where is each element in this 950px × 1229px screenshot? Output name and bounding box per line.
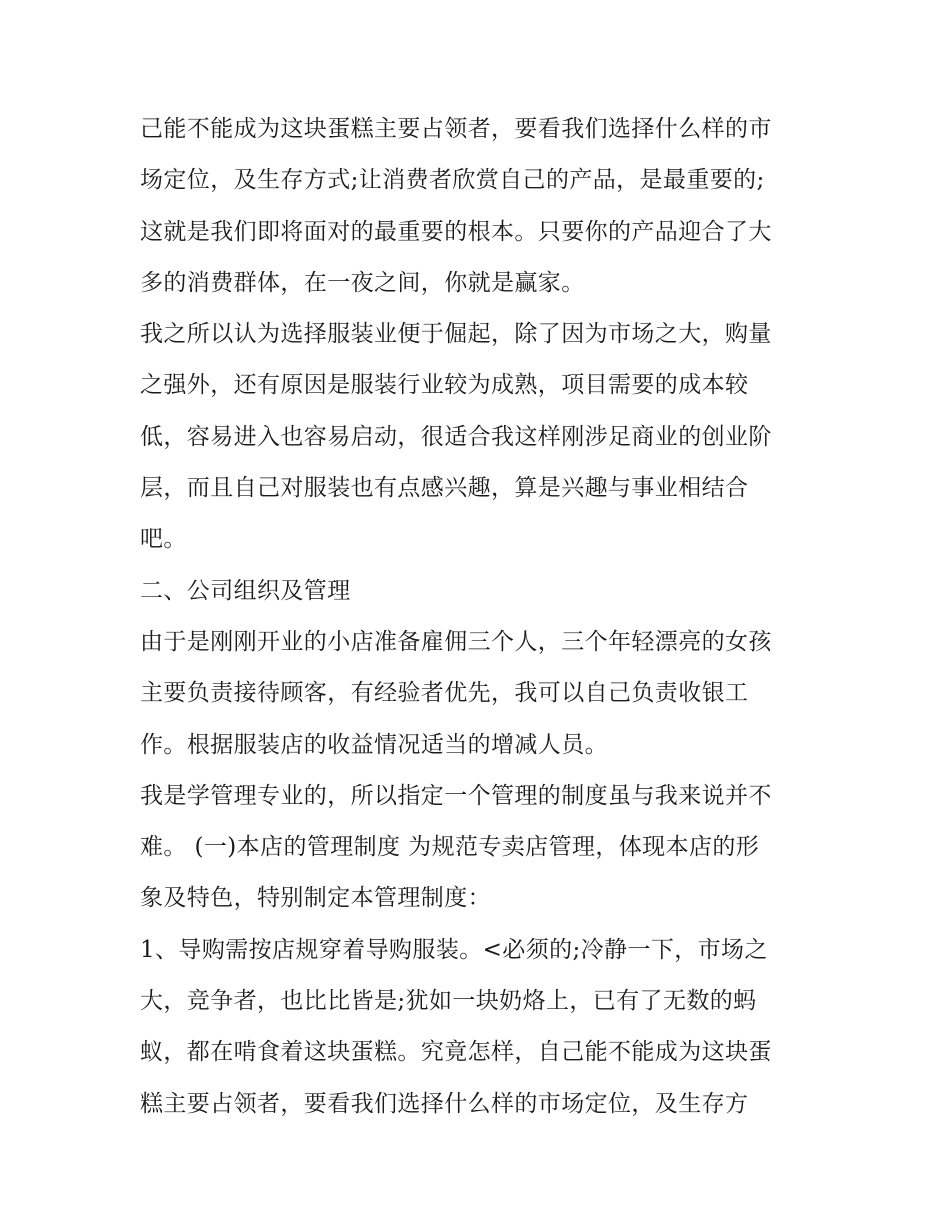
text-line: 这就是我们即将面对的最重要的根本。只要你的产品迎合了大 — [140, 218, 772, 245]
text-line: 我是学管理专业的，所以指定一个管理的制度虽与我来说并不 — [140, 782, 772, 809]
text-line: 之强外，还有原因是服装行业较为成熟，项目需要的成本较 — [140, 372, 749, 399]
text-line: 场定位，及生存方式;让消费者欣赏自己的产品，是最重要的; — [140, 167, 765, 194]
text-line: 吧。 — [140, 526, 187, 553]
text-line: 象及特色，特别制定本管理制度： — [140, 885, 491, 912]
text-line: 主要负责接待顾客，有经验者优先，我可以自己负责收银工 — [140, 680, 749, 707]
text-line: 己能不能成为这块蛋糕主要占领者，要看我们选择什么样的市 — [140, 116, 772, 142]
text-line: 由于是刚刚开业的小店准备雇佣三个人，三个年轻漂亮的女孩 — [140, 628, 772, 655]
document-body — [140, 104, 820, 1130]
text-line: 多的消费群体，在一夜之间，你就是赢家。 — [140, 269, 585, 296]
text-line: 层，而且自己对服装也有点感兴趣，算是兴趣与事业相结合 — [140, 475, 749, 502]
text-line: 低，容易进入也容易启动，很适合我这样刚涉足商业的创业阶 — [140, 423, 772, 450]
section-heading: 二、公司组织及管理 — [140, 577, 351, 604]
text-line: 糕主要占领者，要看我们选择什么样的市场定位，及生存方 — [140, 1090, 749, 1117]
text-line: 作。根据服装店的收益情况适当的增减人员。 — [140, 731, 608, 758]
text-line: 难。 (一)本店的管理制度 为规范专卖店管理，体现本店的形 — [140, 834, 760, 861]
text-line: 大，竞争者，也比比皆是;犹如一块奶烙上，已有了无数的蚂 — [140, 988, 757, 1015]
text-line: 1、导购需按店规穿着导购服装。<必须的;冷静一下，市场之 — [140, 936, 768, 963]
text-line: 我之所以认为选择服装业便于倔起，除了因为市场之大，购量 — [140, 321, 772, 348]
text-line: 蚁，都在啃食着这块蛋糕。究竟怎样，自己能不能成为这块蛋 — [140, 1039, 772, 1066]
